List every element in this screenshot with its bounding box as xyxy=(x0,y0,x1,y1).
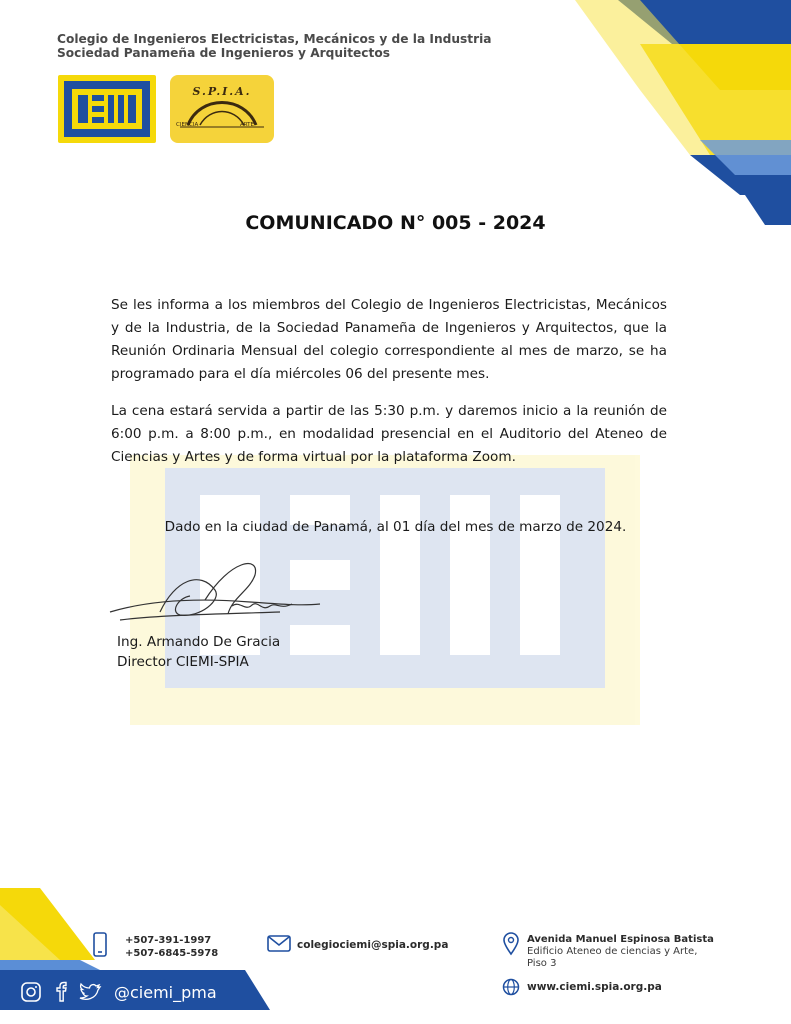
globe-icon xyxy=(502,978,520,996)
org-line-1: Colegio de Ingenieros Electricistas, Mecánicos y de la Industria xyxy=(57,32,492,46)
ciemi-watermark xyxy=(130,455,640,725)
spia-logo-arch xyxy=(170,75,274,143)
spia-logo-title: S.P.I.A. xyxy=(192,85,252,98)
twitter-icon[interactable] xyxy=(80,984,100,999)
signer-name: Ing. Armando De Gracia xyxy=(117,634,281,650)
email-icon xyxy=(267,935,291,952)
ciemi-logo xyxy=(58,75,156,143)
phone-numbers xyxy=(125,934,218,960)
address-line-1: Avenida Manuel Espinosa Batista xyxy=(527,934,714,945)
address-line-3: Piso 3 xyxy=(527,958,557,969)
spia-logo-left-text: CIENCIA xyxy=(176,122,199,128)
location-pin-icon xyxy=(502,932,520,956)
signature-block xyxy=(117,632,280,672)
paragraph-1: Se les informa a los miembros del Colegio de Ingenieros Electricistas, Mecánicos y de la Industria, de la Sociedad Panameña de Ingenieros y Arquitectos, que la Reunión Ordinaria Mensual del colegio correspondiente al mes de marzo, se ha programado para el día miércoles 06 del presente mes. xyxy=(111,297,667,382)
website-link[interactable]: www.ciemi.spia.org.pa xyxy=(527,981,662,993)
phone-1: +507-391-1997 xyxy=(125,935,212,946)
org-line-2: Sociedad Panameña de Ingenieros y Arquitectos xyxy=(57,46,390,60)
spia-logo xyxy=(170,75,274,143)
address-line-2: Edificio Ateneo de ciencias y Arte, xyxy=(527,946,698,957)
paragraph-2: La cena estará servida a partir de las 5:30 p.m. y daremos inicio a la reunión de 6:00 p.m. a 8:00 p.m., en modalidad presencial en el Auditorio del Ateneo de Ciencias y Artes y de forma virtual por la plataforma Zoom. xyxy=(111,403,667,465)
dated-line: Dado en la ciudad de Panamá, al 01 día del mes de marzo de 2024. xyxy=(164,519,627,535)
spia-logo-right-text: ARTE xyxy=(240,122,255,128)
organization-names xyxy=(57,32,492,60)
social-icons xyxy=(20,980,112,1004)
signer-role: Director CIEMI-SPIA xyxy=(117,654,249,670)
instagram-icon[interactable] xyxy=(22,983,40,1001)
social-handle[interactable]: @ciemi_pma xyxy=(114,983,217,1002)
phone-icon xyxy=(92,932,108,958)
facebook-icon[interactable] xyxy=(57,983,66,1002)
email-link[interactable]: colegiociemi@spia.org.pa xyxy=(297,939,449,951)
address-lines xyxy=(527,946,697,970)
ciemi-logo-mark xyxy=(58,75,156,143)
phone-2: +507-6845-5978 xyxy=(125,948,219,959)
document-title: COMUNICADO N° 005 - 2024 xyxy=(245,212,546,234)
